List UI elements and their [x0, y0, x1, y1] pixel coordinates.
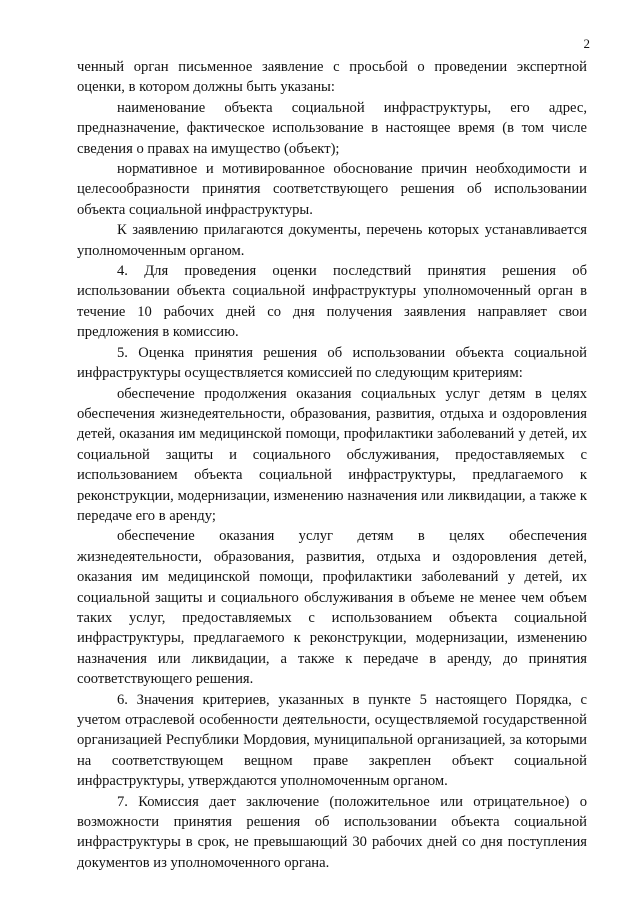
paragraph-justification: нормативное и мотивированное обоснование причин необходимости и целесообразности принятия соответствующего решения об использовании объекта социальной инфраструктуры.: [77, 161, 587, 218]
paragraph-criterion-1: обеспечение продолжения оказания социальных услуг детям в целях обеспечения жизнедеятельности, образования, развития, отдыха и оздоровления детей, оказания им медицинской помощи, профилактики заболеваний у детей, их социальной защиты и социального обслуживания, предоставляемых с использованием объекта социальной инфраструктуры, предлагаемого к реконструкции, модернизации, изменению назначения или ликвидации, а также к передаче его в аренду;: [77, 385, 587, 524]
paragraph-item-7: 7. Комиссия дает заключение (положительное или отрицательное) о возможности принятия решения об использовании объекта социальной инфраструктуры в срок, не превышающий 30 рабочих дней со дня поступления документов из уполномоченного органа.: [77, 793, 587, 871]
paragraph-criterion-2: обеспечение оказания услуг детям в целях обеспечения жизнедеятельности, образования, развития, отдыха и оздоровления детей, оказания им медицинской помощи, профилактики заболеваний у детей, их социальной защиты и социального обслуживания в объеме не менее чем объем таких услуг, предоставляемых с использованием объекта социальной инфраструктуры, предлагаемого к реконструкции, модернизации, изменению назначения или ликвидации, а также к передаче в аренду, до принятия соответствующего решения.: [77, 528, 587, 688]
page-number: 2: [583, 36, 590, 51]
paragraph-intro-continuation: ченный орган письменное заявление с просьбой о проведении экспертной оценки, в котором должны быть указаны:: [77, 59, 587, 96]
paragraph-attachments: К заявлению прилагаются документы, перечень которых устанавливается уполномоченным органом.: [77, 222, 587, 259]
paragraph-object-name: наименование объекта социальной инфраструктуры, его адрес, предназначение, фактическое использование в настоящее время (в том числе сведения о правах на имущество (объект);: [77, 99, 587, 157]
paragraph-item-4: 4. Для проведения оценки последствий принятия решения об использовании объекта социальной инфраструктуры уполномоченный орган в течение 10 рабочих дней со дня получения заявления направляет свои предложения в комиссию.: [77, 263, 587, 341]
paragraph-item-6: 6. Значения критериев, указанных в пункте 5 настоящего Порядка, с учетом отраслевой особенности деятельности, осуществляемой государственной организацией Республики Мордовия, муниципальной организацией, за которыми на соответствующем вещном праве закреплен объект социальной инфраструктуры, утверждаются уполномоченным органом.: [77, 691, 587, 790]
paragraph-item-5: 5. Оценка принятия решения об использовании объекта социальной инфраструктуры осуществляется комиссией по следующим критериям:: [77, 344, 587, 382]
document-body: [77, 57, 587, 873]
